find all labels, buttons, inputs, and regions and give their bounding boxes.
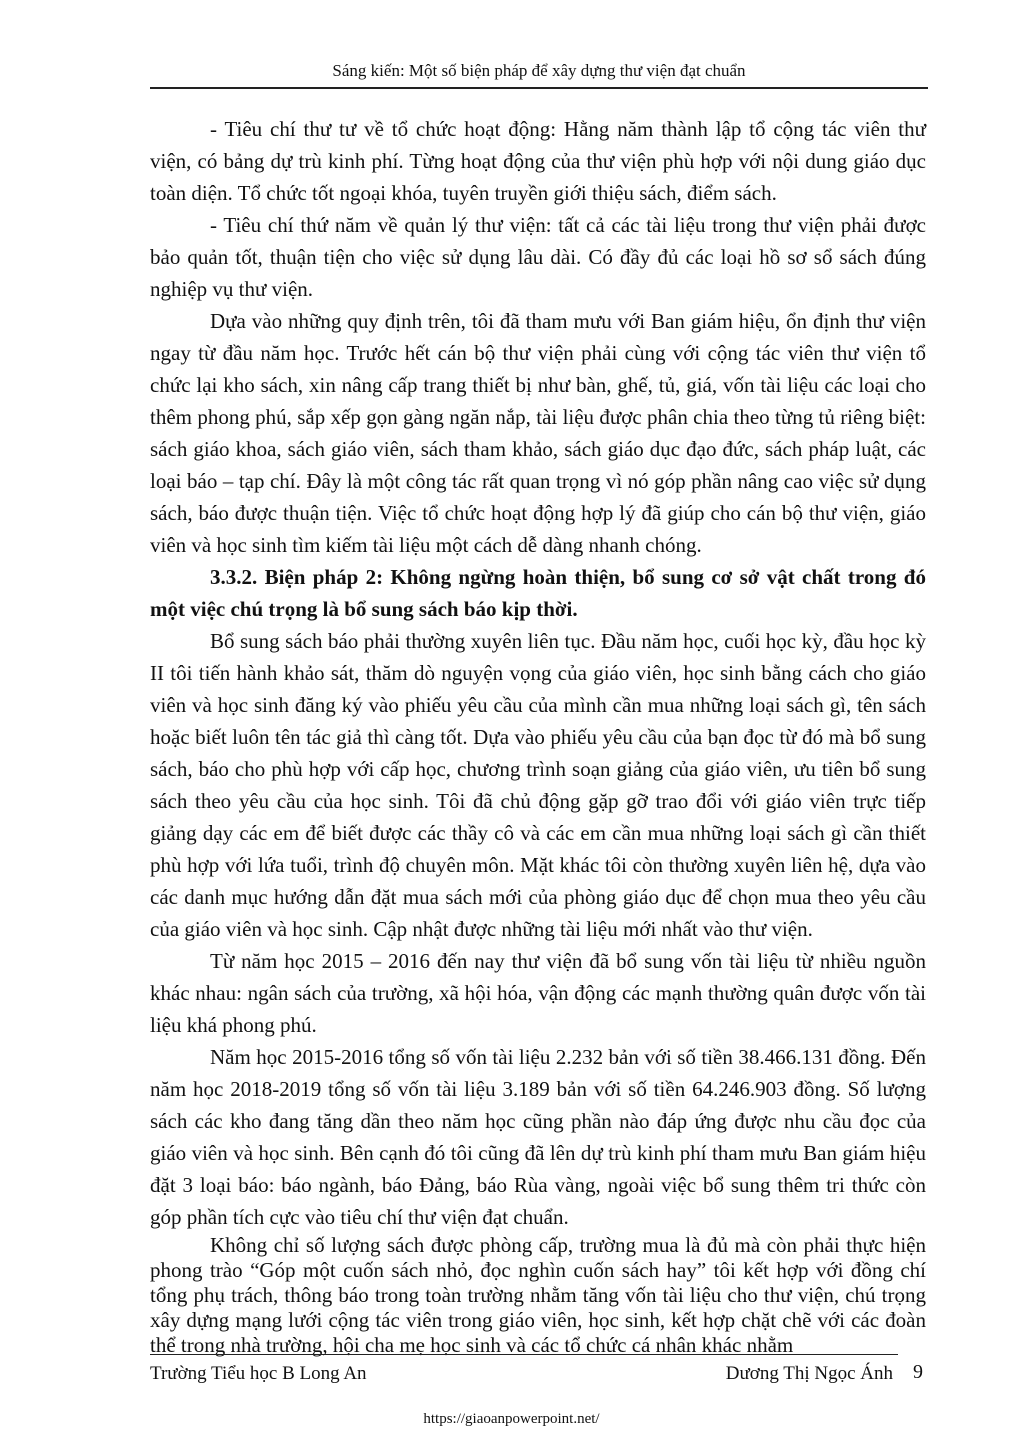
paragraph-criterion-5: - Tiêu chí thứ năm về quản lý thư viện: tất cả các tài liệu trong thư viện phải được bảo quản tốt, thuận tiện cho việc sử dụng lâu dài. Có đầy đủ các loại hồ sơ sổ sách đúng nghiệp vụ thư viện. [150,213,926,301]
paragraph-funding-sources: Từ năm học 2015 – 2016 đến nay thư viện đã bổ sung vốn tài liệu từ nhiều nguồn khác nhau: ngân sách của trường, xã hội hóa, vận động các mạnh thường quân được vốn tài liệu khá phong phú. [150,949,926,1037]
paragraph-book-donation-campaign: Không chỉ số lượng sách được phòng cấp, trường mua là đủ mà còn phải thực hiện phong trào “Góp một cuốn sách nhỏ, đọc nghìn cuốn sách hay” tôi kết hợp với đồng chí tổng phụ trách, thông báo trong toàn trường nhằm tăng vốn tài liệu cho thư viện, chú trọng xây dựng mạng lưới cộng tác viên trong giáo viên, học sinh, kết hợp chặt chẽ với các đoàn thể trong nhà trường, hội cha mẹ học sinh và các tổ chức cá nhân khác nhằm [150,1233,926,1357]
paragraph-document-statistics: Năm học 2015-2016 tổng số vốn tài liệu 2.232 bản với số tiền 38.466.131 đồng. Đến năm học 2018-2019 tổng số vốn tài liệu 3.189 bản với số tiền 64.246.903 đồng. Số lượng sách các kho đang tăng dần theo năm học cũng phần nào đáp ứng được nhu cầu đọc của giáo viên và học sinh. Bên cạnh đó tôi cũng đã lên dự trù kinh phí tham mưu Ban giám hiệu đặt 3 loại báo: báo ngành, báo Đảng, báo Rùa vàng, ngoài việc bổ sung thêm tri thức còn góp phần tích cực vào tiêu chí thư viện đạt chuẩn. [150,1045,926,1229]
paragraph-library-setup: Dựa vào những quy định trên, tôi đã tham mưu với Ban giám hiệu, ổn định thư viện ngay từ đầu năm học. Trước hết cán bộ thư viện phải cùng với cộng tác viên thư viện tổ chức lại kho sách, xin nâng cấp trang thiết bị như bàn, ghế, tủ, giá, vốn tài liệu các loại cho thêm phong phú, sắp xếp gọn gàng ngăn nắp, tài liệu được phân chia theo từng tủ riêng biệt: sách giáo khoa, sách giáo viên, sách tham khảo, sách giáo dục đạo đức, sách pháp luật, các loại báo – tạp chí. Đây là một công tác rất quan trọng vì nó góp phần nâng cao việc sử dụng sách, báo được thuận tiện. Việc tổ chức hoạt động hợp lý đã giúp cho cán bộ thư viện, giáo viên và học sinh tìm kiếm tài liệu một cách dễ dàng nhanh chóng. [150,309,926,557]
source-url-link[interactable]: https://giaoanpowerpoint.net/ [423,1411,600,1427]
footer-author-name: Dương Thị Ngọc Ánh [725,1363,893,1384]
page-number: 9 [913,1361,923,1383]
header-divider [150,87,928,89]
page-header-title: Sáng kiến: Một số biện pháp để xây dựng thư viện đạt chuẩn [332,61,746,80]
document-body [150,113,926,1358]
footer-school-name: Trường Tiểu học B Long An [150,1363,367,1384]
paragraph-criterion-4: - Tiêu chí thư tư về tổ chức hoạt động: Hằng năm thành lập tổ cộng tác viên thư viện, có bảng dự trù kinh phí. Từng hoạt động của thư viện phù hợp với nội dung giáo dục toàn diện. Tổ chức tốt ngoại khóa, tuyên truyền giới thiệu sách, điểm sách. [150,117,926,205]
footer-divider [150,1354,898,1355]
section-heading-measure-2: 3.3.2. Biện pháp 2: Không ngừng hoàn thiện, bổ sung cơ sở vật chất trong đó một việc chú trọng là bổ sung sách báo kịp thời. [150,565,926,621]
paragraph-book-supplement: Bổ sung sách báo phải thường xuyên liên tục. Đầu năm học, cuối học kỳ, đầu học kỳ II tôi tiến hành khảo sát, thăm dò nguyện vọng của giáo viên, học sinh bằng cách cho giáo viên và học sinh đăng ký vào phiếu yêu cầu của mình cần mua những loại sách gì, tên sách hoặc biết luôn tên tác giả thì càng tốt. Dựa vào phiếu yêu cầu của bạn đọc từ đó mà bổ sung sách, báo cho phù hợp với cấp học, chương trình soạn giảng của giáo viên, ưu tiên bổ sung sách theo yêu cầu của học sinh. Tôi đã chủ động gặp gỡ trao đổi với giáo viên trực tiếp giảng dạy các em để biết được các thầy cô và các em cần mua những loại sách gì cần thiết phù hợp với lứa tuổi, trình độ chuyên môn. Mặt khác tôi còn thường xuyên liên hệ, dựa vào các danh mục hướng dẫn đặt mua sách mới của phòng giáo dục để chọn mua theo yêu cầu của giáo viên và học sinh. Cập nhật được những tài liệu mới nhất vào thư viện. [150,629,926,941]
